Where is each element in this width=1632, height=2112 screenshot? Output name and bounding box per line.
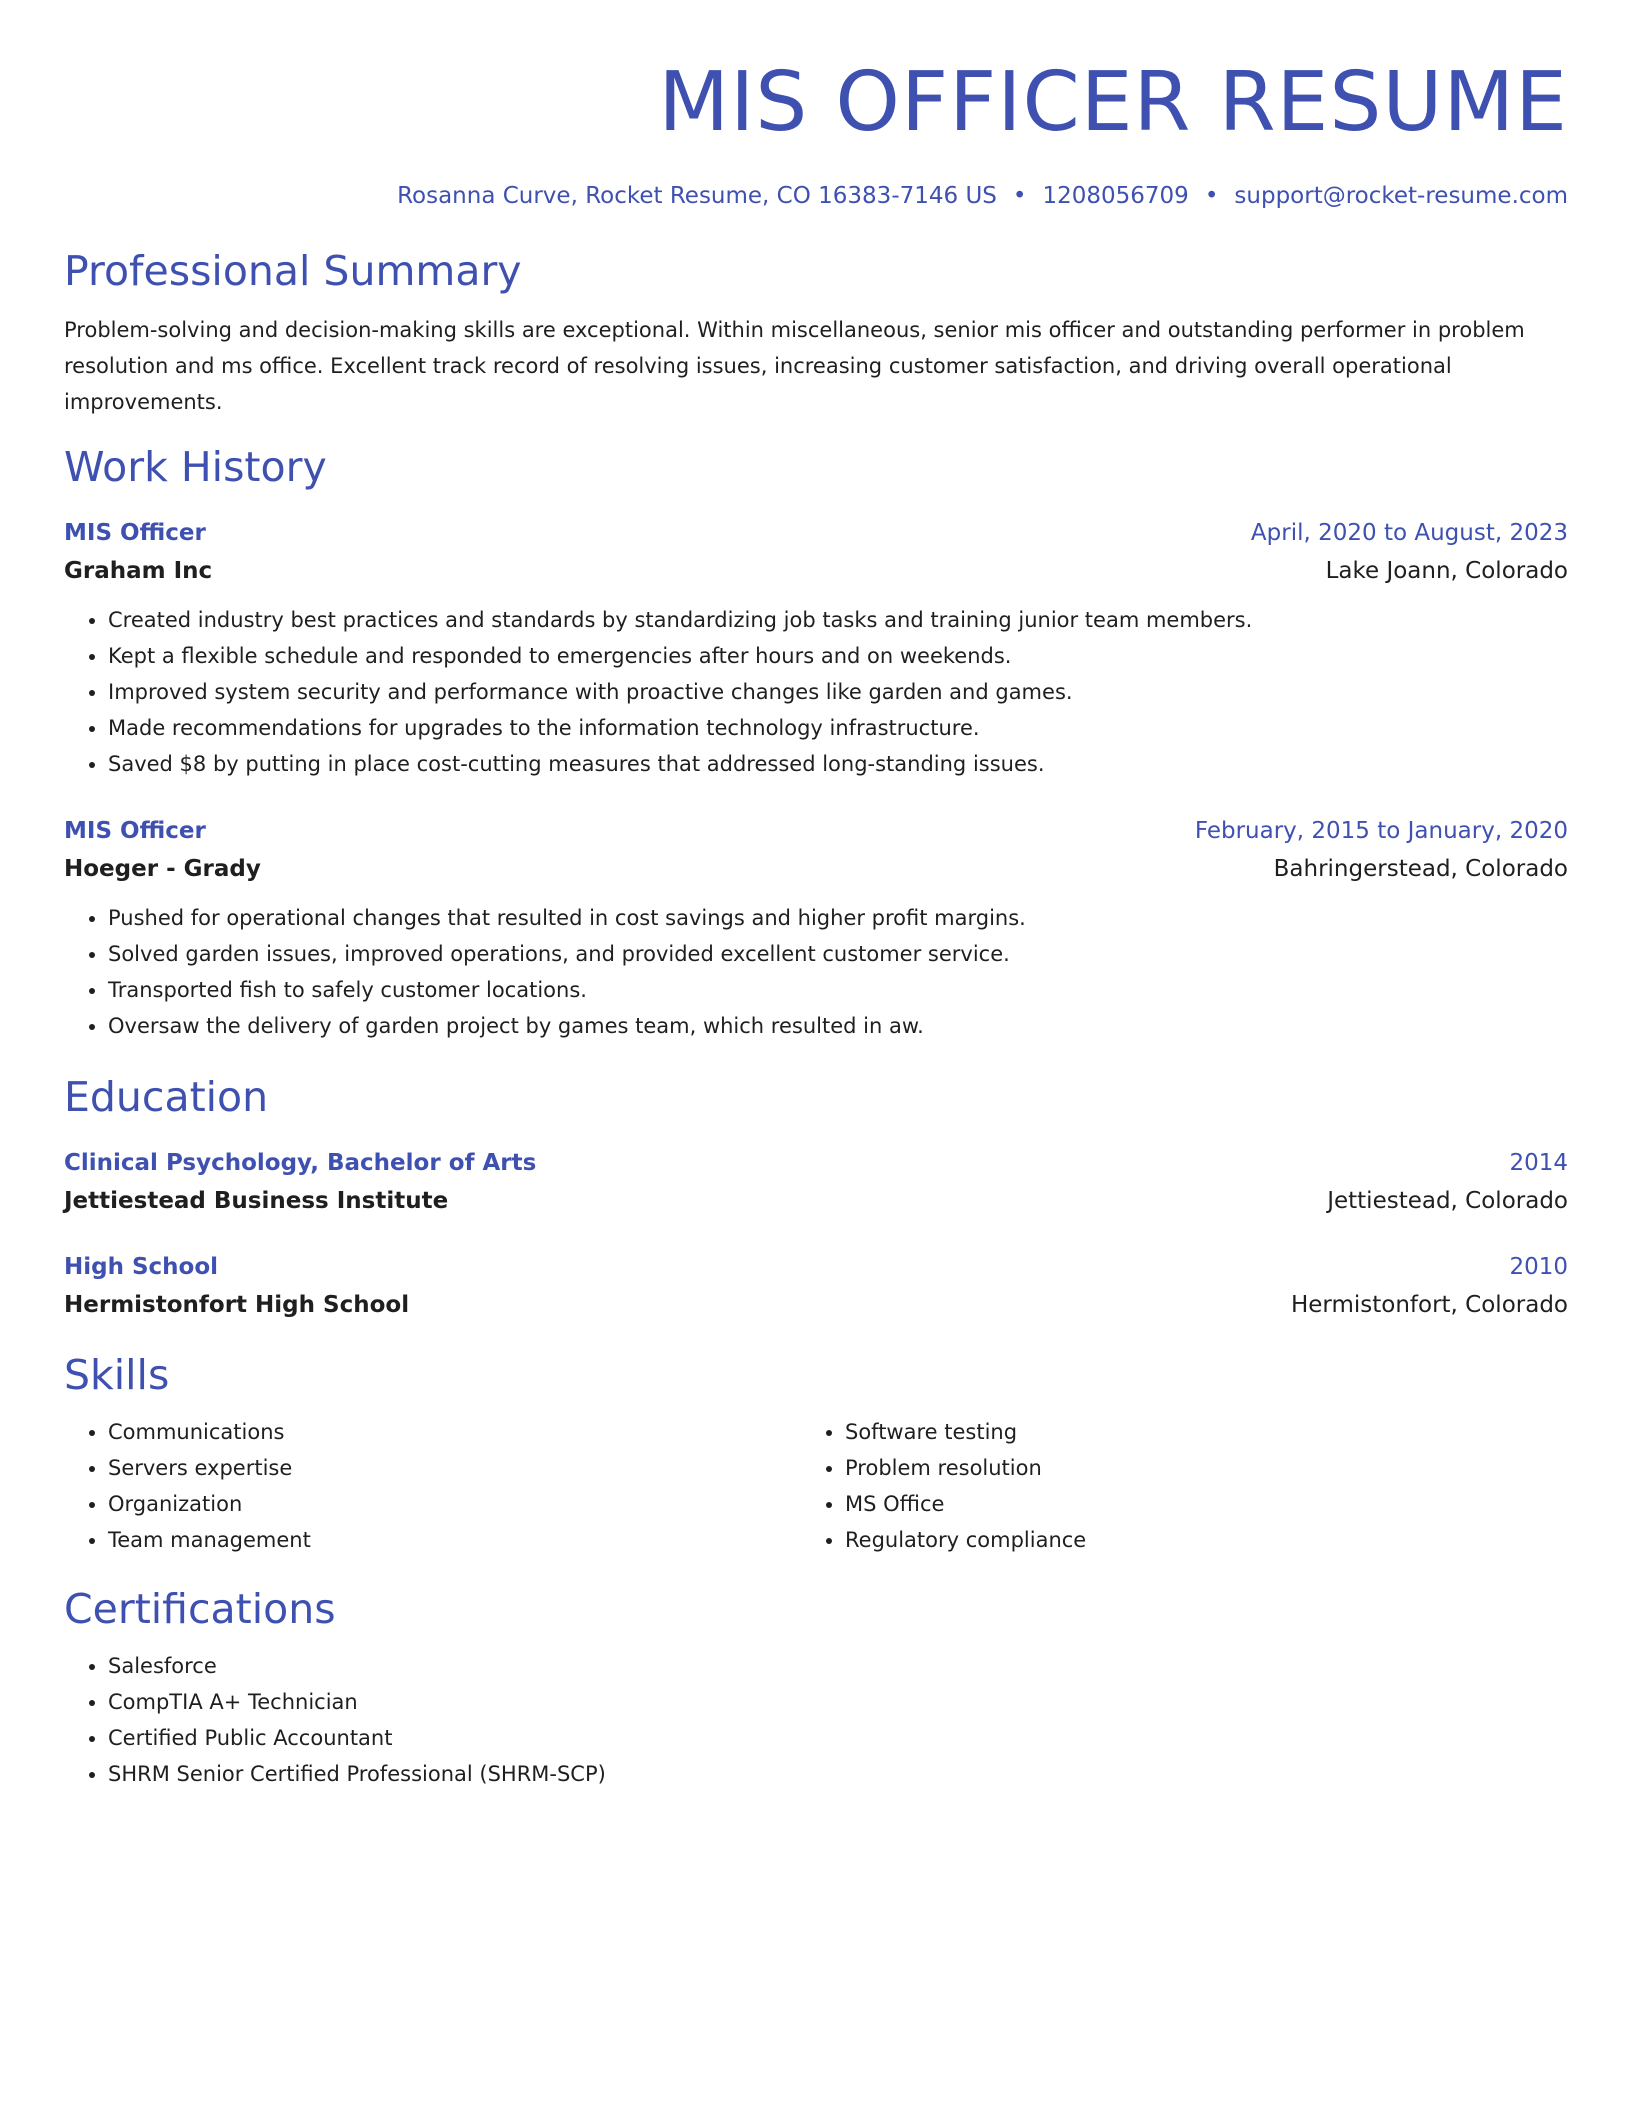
- job-company: Hoeger - Grady: [64, 856, 261, 882]
- job-bullet: • Kept a flexible schedule and responded to emergencies after hours and on weekends.: [108, 638, 1568, 674]
- summary-section: [64, 246, 1568, 420]
- education-header-row: [64, 1250, 1568, 1284]
- job-location: Lake Joann, Colorado: [1325, 558, 1568, 584]
- job-location: Bahringerstead, Colorado: [1273, 856, 1568, 882]
- job-title: MIS Officer: [64, 520, 206, 546]
- education-year: 2010: [1509, 1254, 1568, 1280]
- job-header-row: [64, 516, 1568, 550]
- job-bullet-list: [64, 900, 1568, 1044]
- job-bullet: • Made recommendations for upgrades to the information technology infrastructure.: [108, 710, 1568, 746]
- job-entry: [64, 814, 1568, 1044]
- work-history-heading: Work History: [64, 443, 327, 491]
- job-bullet: • Transported fish to safely customer locations.: [108, 972, 1568, 1008]
- skill-item: • Regulatory compliance: [845, 1522, 1538, 1558]
- certifications-list: [64, 1648, 1568, 1792]
- skills-grid: [64, 1414, 1568, 1558]
- contact-phone: 1208056709: [1042, 183, 1189, 209]
- education-school: Jettiestead Business Institute: [64, 1188, 449, 1214]
- education-school-row: [64, 1184, 1568, 1218]
- job-bullet: • Saved $8 by putting in place cost-cutting measures that addressed long-standing issues.: [108, 746, 1568, 782]
- skill-item: • Servers expertise: [108, 1450, 801, 1486]
- job-company-row: [64, 554, 1568, 588]
- skills-heading: Skills: [64, 1351, 170, 1399]
- skill-item: • MS Office: [845, 1486, 1538, 1522]
- document-title: MIS OFFICER RESUME: [658, 55, 1568, 150]
- certification-item: • CompTIA A+ Technician: [108, 1684, 1568, 1720]
- education-degree: High School: [64, 1254, 219, 1280]
- skill-item: • Organization: [108, 1486, 801, 1522]
- certification-item: • Salesforce: [108, 1648, 1568, 1684]
- contact-separator: •: [1204, 183, 1219, 209]
- education-degree: Clinical Psychology, Bachelor of Arts: [64, 1150, 537, 1176]
- job-company: Graham Inc: [64, 558, 213, 584]
- job-bullet-list: [64, 602, 1568, 782]
- skills-section: [64, 1350, 1568, 1558]
- job-header-row: [64, 814, 1568, 848]
- skill-item: • Problem resolution: [845, 1450, 1538, 1486]
- contact-separator: •: [1012, 183, 1027, 209]
- education-location: Hermistonfort, Colorado: [1290, 1292, 1568, 1318]
- education-heading: Education: [64, 1073, 269, 1121]
- job-entry: [64, 516, 1568, 782]
- certification-item: • SHRM Senior Certified Professional (SHRM-SCP): [108, 1756, 1568, 1792]
- job-dates: February, 2015 to January, 2020: [1194, 818, 1568, 844]
- contact-email: support@rocket-resume.com: [1234, 183, 1568, 209]
- certification-item: • Certified Public Accountant: [108, 1720, 1568, 1756]
- skill-item: • Communications: [108, 1414, 801, 1450]
- skill-item: • Team management: [108, 1522, 801, 1558]
- job-company-row: [64, 852, 1568, 886]
- education-location: Jettiestead, Colorado: [1327, 1188, 1568, 1214]
- resume-header: [64, 0, 1568, 212]
- job-title: MIS Officer: [64, 818, 206, 844]
- education-entry: [64, 1250, 1568, 1322]
- contact-address: Rosanna Curve, Rocket Resume, CO 16383-7146 US: [397, 183, 997, 209]
- contact-line: [64, 180, 1568, 212]
- job-bullet: • Solved garden issues, improved operations, and provided excellent customer service.: [108, 936, 1568, 972]
- skills-list-left: [64, 1414, 801, 1558]
- job-dates: April, 2020 to August, 2023: [1250, 520, 1568, 546]
- education-school-row: [64, 1288, 1568, 1322]
- job-bullet: • Oversaw the delivery of garden project by games team, which resulted in aw.: [108, 1008, 1568, 1044]
- summary-heading: Professional Summary: [64, 247, 522, 295]
- job-bullet: • Improved system security and performance with proactive changes like garden and games.: [108, 674, 1568, 710]
- education-year: 2014: [1509, 1150, 1568, 1176]
- education-entry: [64, 1146, 1568, 1218]
- summary-text: Problem-solving and decision-making skills are exceptional. Within miscellaneous, senior mis officer and outstanding performer in problem resolution and ms office. Excellent track record of resolving issues, increasing customer satisfaction, and driving overall operational improvements.: [64, 318, 1525, 414]
- certifications-heading: Certifications: [64, 1585, 336, 1633]
- skill-item: • Software testing: [845, 1414, 1538, 1450]
- education-school: Hermistonfort High School: [64, 1292, 410, 1318]
- certifications-section: [64, 1584, 1568, 1792]
- work-history-section: [64, 442, 1568, 1044]
- education-section: [64, 1072, 1568, 1322]
- job-bullet: • Pushed for operational changes that resulted in cost savings and higher profit margins.: [108, 900, 1568, 936]
- skills-list-right: [801, 1414, 1538, 1558]
- education-header-row: [64, 1146, 1568, 1180]
- job-bullet: • Created industry best practices and standards by standardizing job tasks and training junior team members.: [108, 602, 1568, 638]
